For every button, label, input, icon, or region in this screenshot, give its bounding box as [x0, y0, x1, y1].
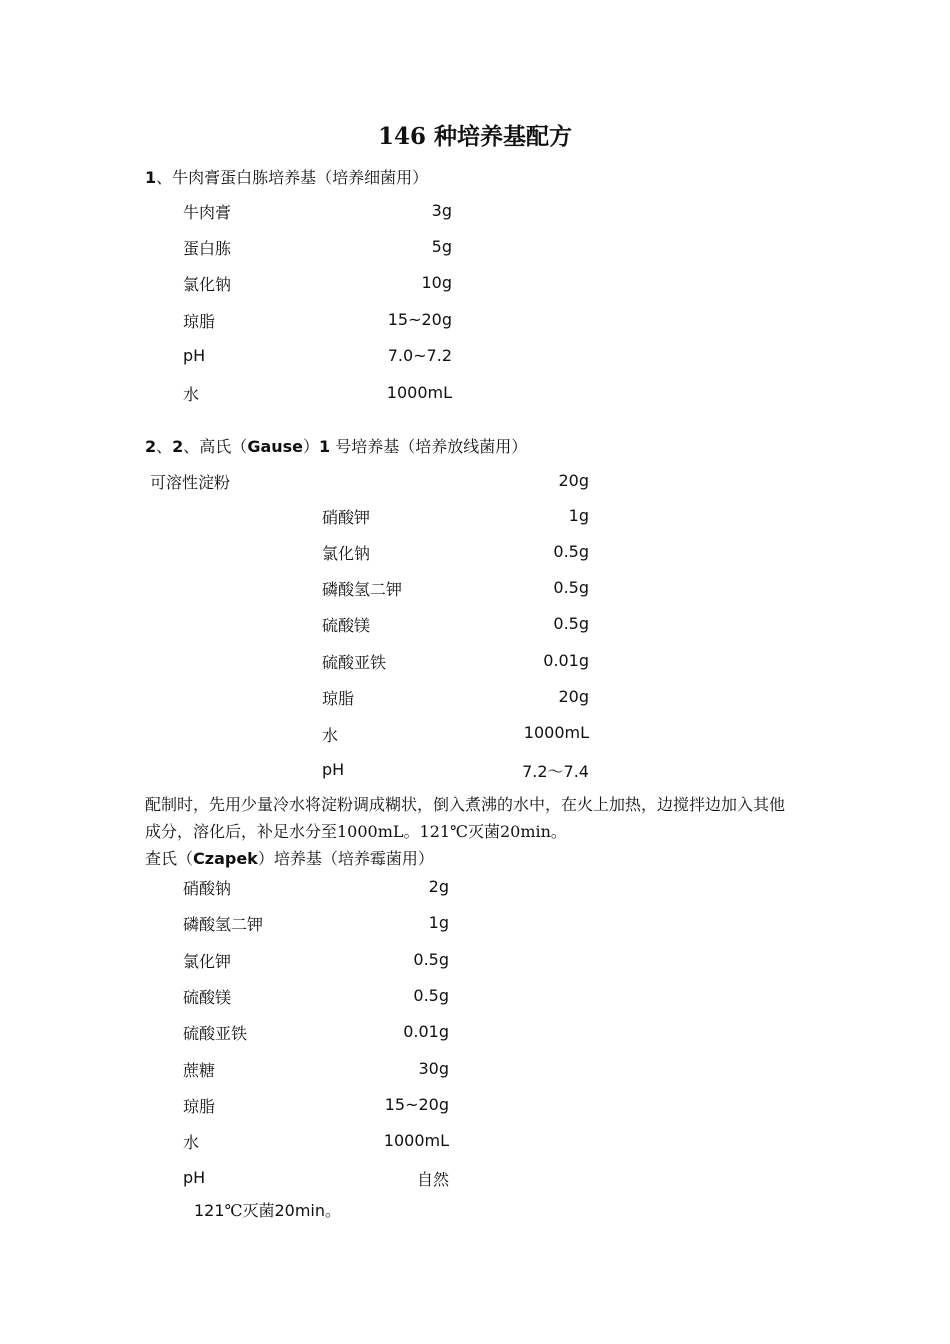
s2-ingredient-name: 氯化钠	[322, 544, 371, 563]
section-3-title-pre: 查氏（	[145, 849, 194, 868]
s1-ingredient-name: pH	[183, 346, 206, 365]
section-2-number-repeat: 2	[172, 437, 184, 456]
s3-note-temperature: 121	[194, 1201, 225, 1220]
s2-ingredient-name: 水	[322, 726, 339, 745]
s3-ingredient-name: 磷酸氢二钾	[183, 915, 264, 934]
s2-ingredient-qty: 0.5g	[553, 614, 589, 633]
section-3-latin-name: Czapek	[193, 849, 258, 868]
s3-ingredient-name: 硫酸亚铁	[183, 1024, 248, 1043]
s2-ingredient-qty: 20g	[558, 471, 589, 490]
s3-ingredient-qty: 1000mL	[383, 1131, 449, 1150]
s1-ingredient-name: 琼脂	[183, 312, 216, 331]
section-2-title-post: 号培养基（培养放线菌用）	[330, 437, 528, 456]
section-2-title-pre: 、高氏（	[183, 437, 248, 456]
s1-ingredient-qty: 7.0~7.2	[387, 346, 452, 365]
s2-ingredient-qty: 1000mL	[523, 723, 589, 742]
s1-ingredient-qty: 3g	[431, 201, 452, 220]
s1-ingredient-qty: 10g	[421, 273, 452, 292]
s3-ingredient-qty: 15~20g	[384, 1095, 449, 1114]
s3-note-duration: 20min	[274, 1201, 325, 1220]
page-title: 146 种培养基配方	[377, 123, 573, 150]
s1-ingredient-qty: 1000mL	[386, 383, 452, 402]
section-3-heading	[145, 846, 434, 869]
s3-ingredient-qty: 自然	[416, 1170, 449, 1189]
section-2-heading	[145, 434, 527, 457]
s3-note-end: 。	[324, 1201, 341, 1220]
s1-ingredient-name: 蛋白胨	[183, 239, 232, 258]
section-1-heading	[145, 165, 428, 188]
s3-ingredient-qty: 0.5g	[413, 950, 449, 969]
section-2-number: 2	[145, 437, 157, 456]
section-2-medium-number: 1	[319, 437, 331, 456]
s3-sterilization-note	[194, 1198, 341, 1221]
section-1-title: 、牛肉膏蛋白胨培养基（培养细菌用）	[156, 168, 429, 187]
s2-preparation-note-line-1: 配制时，先用少量冷水将淀粉调成糊状，倒入煮沸的水中，在火上加热，边搅拌边加入其他	[145, 795, 786, 814]
s1-ingredient-name: 氯化钠	[183, 275, 232, 294]
s3-ingredient-qty: 2g	[428, 877, 449, 896]
s2-ingredient-name: 可溶性淀粉	[150, 473, 231, 492]
section-3-title-post: ）培养基（培养霉菌用）	[257, 849, 434, 868]
s2-ingredient-qty: 20g	[558, 687, 589, 706]
s3-ingredient-name: 硫酸镁	[183, 988, 232, 1007]
s2-ingredient-qty: 1g	[568, 506, 589, 525]
s2-ingredient-name: 琼脂	[322, 689, 355, 708]
s2-ingredient-name: 磷酸氢二钾	[322, 580, 403, 599]
s2-ingredient-qty: 7.2～7.4	[522, 762, 589, 781]
s1-ingredient-qty: 15~20g	[387, 310, 452, 329]
s2-ingredient-qty: 0.5g	[553, 542, 589, 561]
s1-ingredient-name: 水	[183, 385, 200, 404]
s1-ingredient-name: 牛肉膏	[183, 203, 232, 222]
s2-ingredient-name: 硝酸钾	[322, 508, 371, 527]
s3-note-text: ℃灭菌	[224, 1201, 275, 1220]
s2-ingredient-name: pH	[322, 760, 345, 779]
s3-ingredient-name: 琼脂	[183, 1097, 216, 1116]
s3-ingredient-name: 蔗糖	[183, 1061, 216, 1080]
s2-ingredient-name: 硫酸镁	[322, 616, 371, 635]
s3-ingredient-qty: 0.01g	[403, 1022, 449, 1041]
s1-ingredient-qty: 5g	[431, 237, 452, 256]
s3-ingredient-name: 水	[183, 1133, 200, 1152]
s3-ingredient-name: pH	[183, 1168, 206, 1187]
s2-ingredient-qty: 0.01g	[543, 651, 589, 670]
s2-ingredient-name: 硫酸亚铁	[322, 653, 387, 672]
separator: 、	[156, 437, 173, 456]
s3-ingredient-qty: 30g	[418, 1059, 449, 1078]
s3-ingredient-qty: 0.5g	[413, 986, 449, 1005]
section-2-title-mid: ）	[303, 437, 320, 456]
section-2-latin-name: Gause	[247, 437, 304, 456]
s2-preparation-note-line-2: 成分，溶化后，补足水分至1000mL。121℃灭菌20min。	[145, 822, 567, 841]
s2-ingredient-qty: 0.5g	[553, 578, 589, 597]
s3-ingredient-name: 氯化钾	[183, 952, 232, 971]
section-1-number: 1	[145, 168, 157, 187]
s3-ingredient-qty: 1g	[428, 913, 449, 932]
s3-ingredient-name: 硝酸钠	[183, 879, 232, 898]
